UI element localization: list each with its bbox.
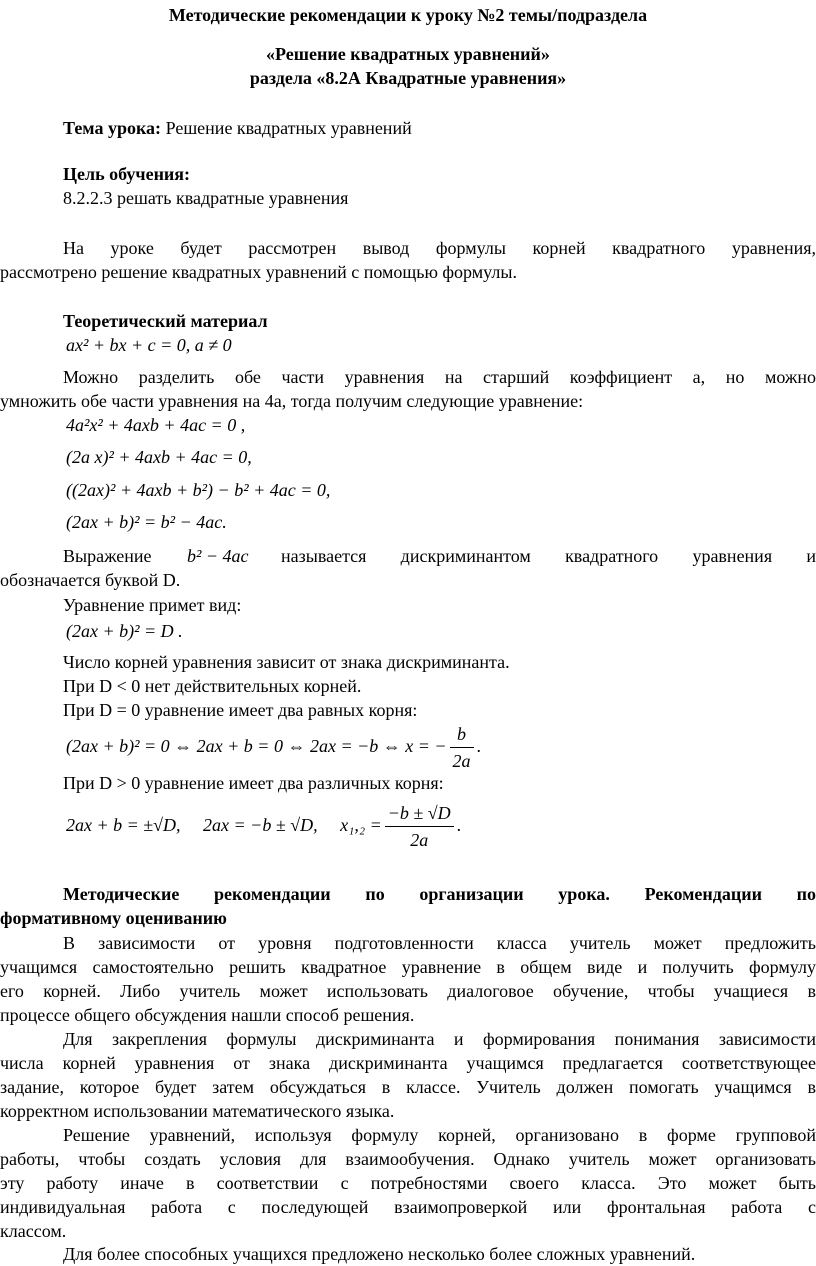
intro-line-1: На уроке будет рассмотрен вывод формулы корней квадратного уравнения,: [63, 238, 816, 258]
topic-line: [63, 117, 412, 139]
methods-line-12: индивидуальная работа с последующей взаимопроверкой или фронтальная работа с: [0, 1197, 816, 1217]
expression-line-2: обозначается буквой D.: [0, 570, 181, 590]
expression-line: [63, 545, 816, 567]
equation-6-numerator: b: [450, 723, 474, 748]
expression-prefix: Выражение: [63, 546, 152, 566]
methods-line-6: числа корней уравнения от знака дискриминанта учащимся предлагается соответствующее: [0, 1053, 816, 1073]
form-line: Уравнение примет вид:: [63, 595, 242, 615]
methods-line-2: учащимся самостоятельно решить квадратное уравнение в общем виде и получить формулу: [0, 957, 816, 977]
equation-6-denominator: 2a: [452, 751, 471, 772]
methods-line-5: Для закрепления формулы дискриминанта и формирования понимания зависимости: [63, 1029, 816, 1049]
methods-line-14: Для более способных учащихся предложено несколько более сложных уравнений.: [63, 1244, 696, 1264]
equation-7: 2ax + b = ±√D, 2ax = −b ± √D, x₁,₂ = $\frac{-b \pm √D}{2a}$ .: [66, 803, 462, 851]
topic-label: Тема урока:: [63, 118, 162, 138]
equation-7-denominator: 2a: [410, 830, 429, 851]
theory-heading: Теоретический материал: [63, 311, 268, 331]
methods-line-10: работы, чтобы создать условия для взаимообучения. Однако учитель может организовать: [0, 1149, 816, 1169]
equation-7-part-b: 2ax = −b ± √D,: [203, 815, 318, 835]
equation-7-fraction: [385, 802, 454, 851]
case-positive: При D > 0 уравнение имеет два различных корня:: [63, 773, 444, 793]
expression-suffix: называется дискриминантом квадратного уравнения и: [281, 546, 816, 566]
equation-3: ((2ax)² + 4axb + b²) − b² + 4ac = 0,: [66, 480, 331, 500]
equation-main: ax² + bx + c = 0, a ≠ 0: [66, 335, 232, 355]
equation-6: (2ax + b)² = 0 ⇔ 2ax + b = 0 ⇔ 2ax = −b ⇔ x = − $\frac{b}{2a}$ .: [66, 724, 482, 772]
methods-heading-1: Методические рекомендации по организации урока. Рекомендации по: [63, 884, 816, 904]
case-negative: При D < 0 нет действительных корней.: [63, 676, 362, 696]
equation-2: (2a x)² + 4axb + 4ac = 0,: [66, 447, 252, 467]
divide-line-1: Можно разделить обе части уравнения на старший коэффициент a, но можно: [63, 367, 816, 387]
equation-4: (2ax + b)² = b² − 4ac.: [66, 512, 227, 532]
case-zero: При D = 0 уравнение имеет два равных корня:: [63, 700, 418, 720]
methods-line-11: эту работу иначе в соответствии с потребностями своего класса. Это может быть: [0, 1173, 816, 1193]
discriminant-formula: b² − 4ac: [187, 546, 249, 566]
doc-subtitle-1: «Решение квадратных уравнений»: [266, 44, 550, 64]
doc-subtitle-2: раздела «8.2А Квадратные уравнения»: [249, 68, 567, 88]
equation-6-fraction: [450, 723, 474, 772]
methods-line-3: его корней. Либо учитель может использовать диалоговое обучение, чтобы учащиеся в: [0, 981, 816, 1001]
divide-line-2: умножить обе части уравнения на 4a, тогда получим следующие уравнение:: [0, 391, 584, 411]
equation-1: 4a²x² + 4axb + 4ac = 0 ,: [66, 415, 246, 435]
methods-line-1: В зависимости от уровня подготовленности класса учитель может предложить: [63, 933, 816, 953]
methods-line-4: процессе общего обсуждения нашли способ решения.: [0, 1005, 415, 1025]
goal-label: Цель обучения:: [63, 164, 191, 184]
equation-7-numerator: −b ± √D: [385, 802, 454, 827]
doc-title: Методические рекомендации к уроку №2 темы/подраздела: [168, 5, 648, 25]
topic-value: Решение квадратных уравнений: [161, 118, 412, 138]
equation-6-left: (2ax + b)² = 0 ⇔ 2ax + b = 0 ⇔ 2ax = −b ⇔ x = −: [66, 736, 447, 756]
methods-heading-2: формативному оцениванию: [0, 908, 227, 928]
equation-7-part-c: x₁,₂ =: [340, 815, 382, 835]
intro-line-2: рассмотрено решение квадратных уравнений с помощью формулы.: [0, 262, 517, 282]
goal-value: 8.2.2.3 решать квадратные уравнения: [63, 188, 349, 208]
roots-count-line: Число корней уравнения зависит от знака дискриминанта.: [63, 652, 510, 672]
equation-7-part-a: 2ax + b = ±√D,: [66, 815, 181, 835]
methods-line-9: Решение уравнений, используя формулу корней, организовано в форме групповой: [63, 1125, 816, 1145]
equation-5: (2ax + b)² = D .: [66, 621, 183, 641]
methods-line-13: классом.: [0, 1221, 67, 1241]
methods-line-7: задание, которое будет затем обсуждаться в классе. Учитель должен помогать учащимся в: [0, 1077, 816, 1097]
methods-line-8: корректном использовании математического языка.: [0, 1101, 395, 1121]
